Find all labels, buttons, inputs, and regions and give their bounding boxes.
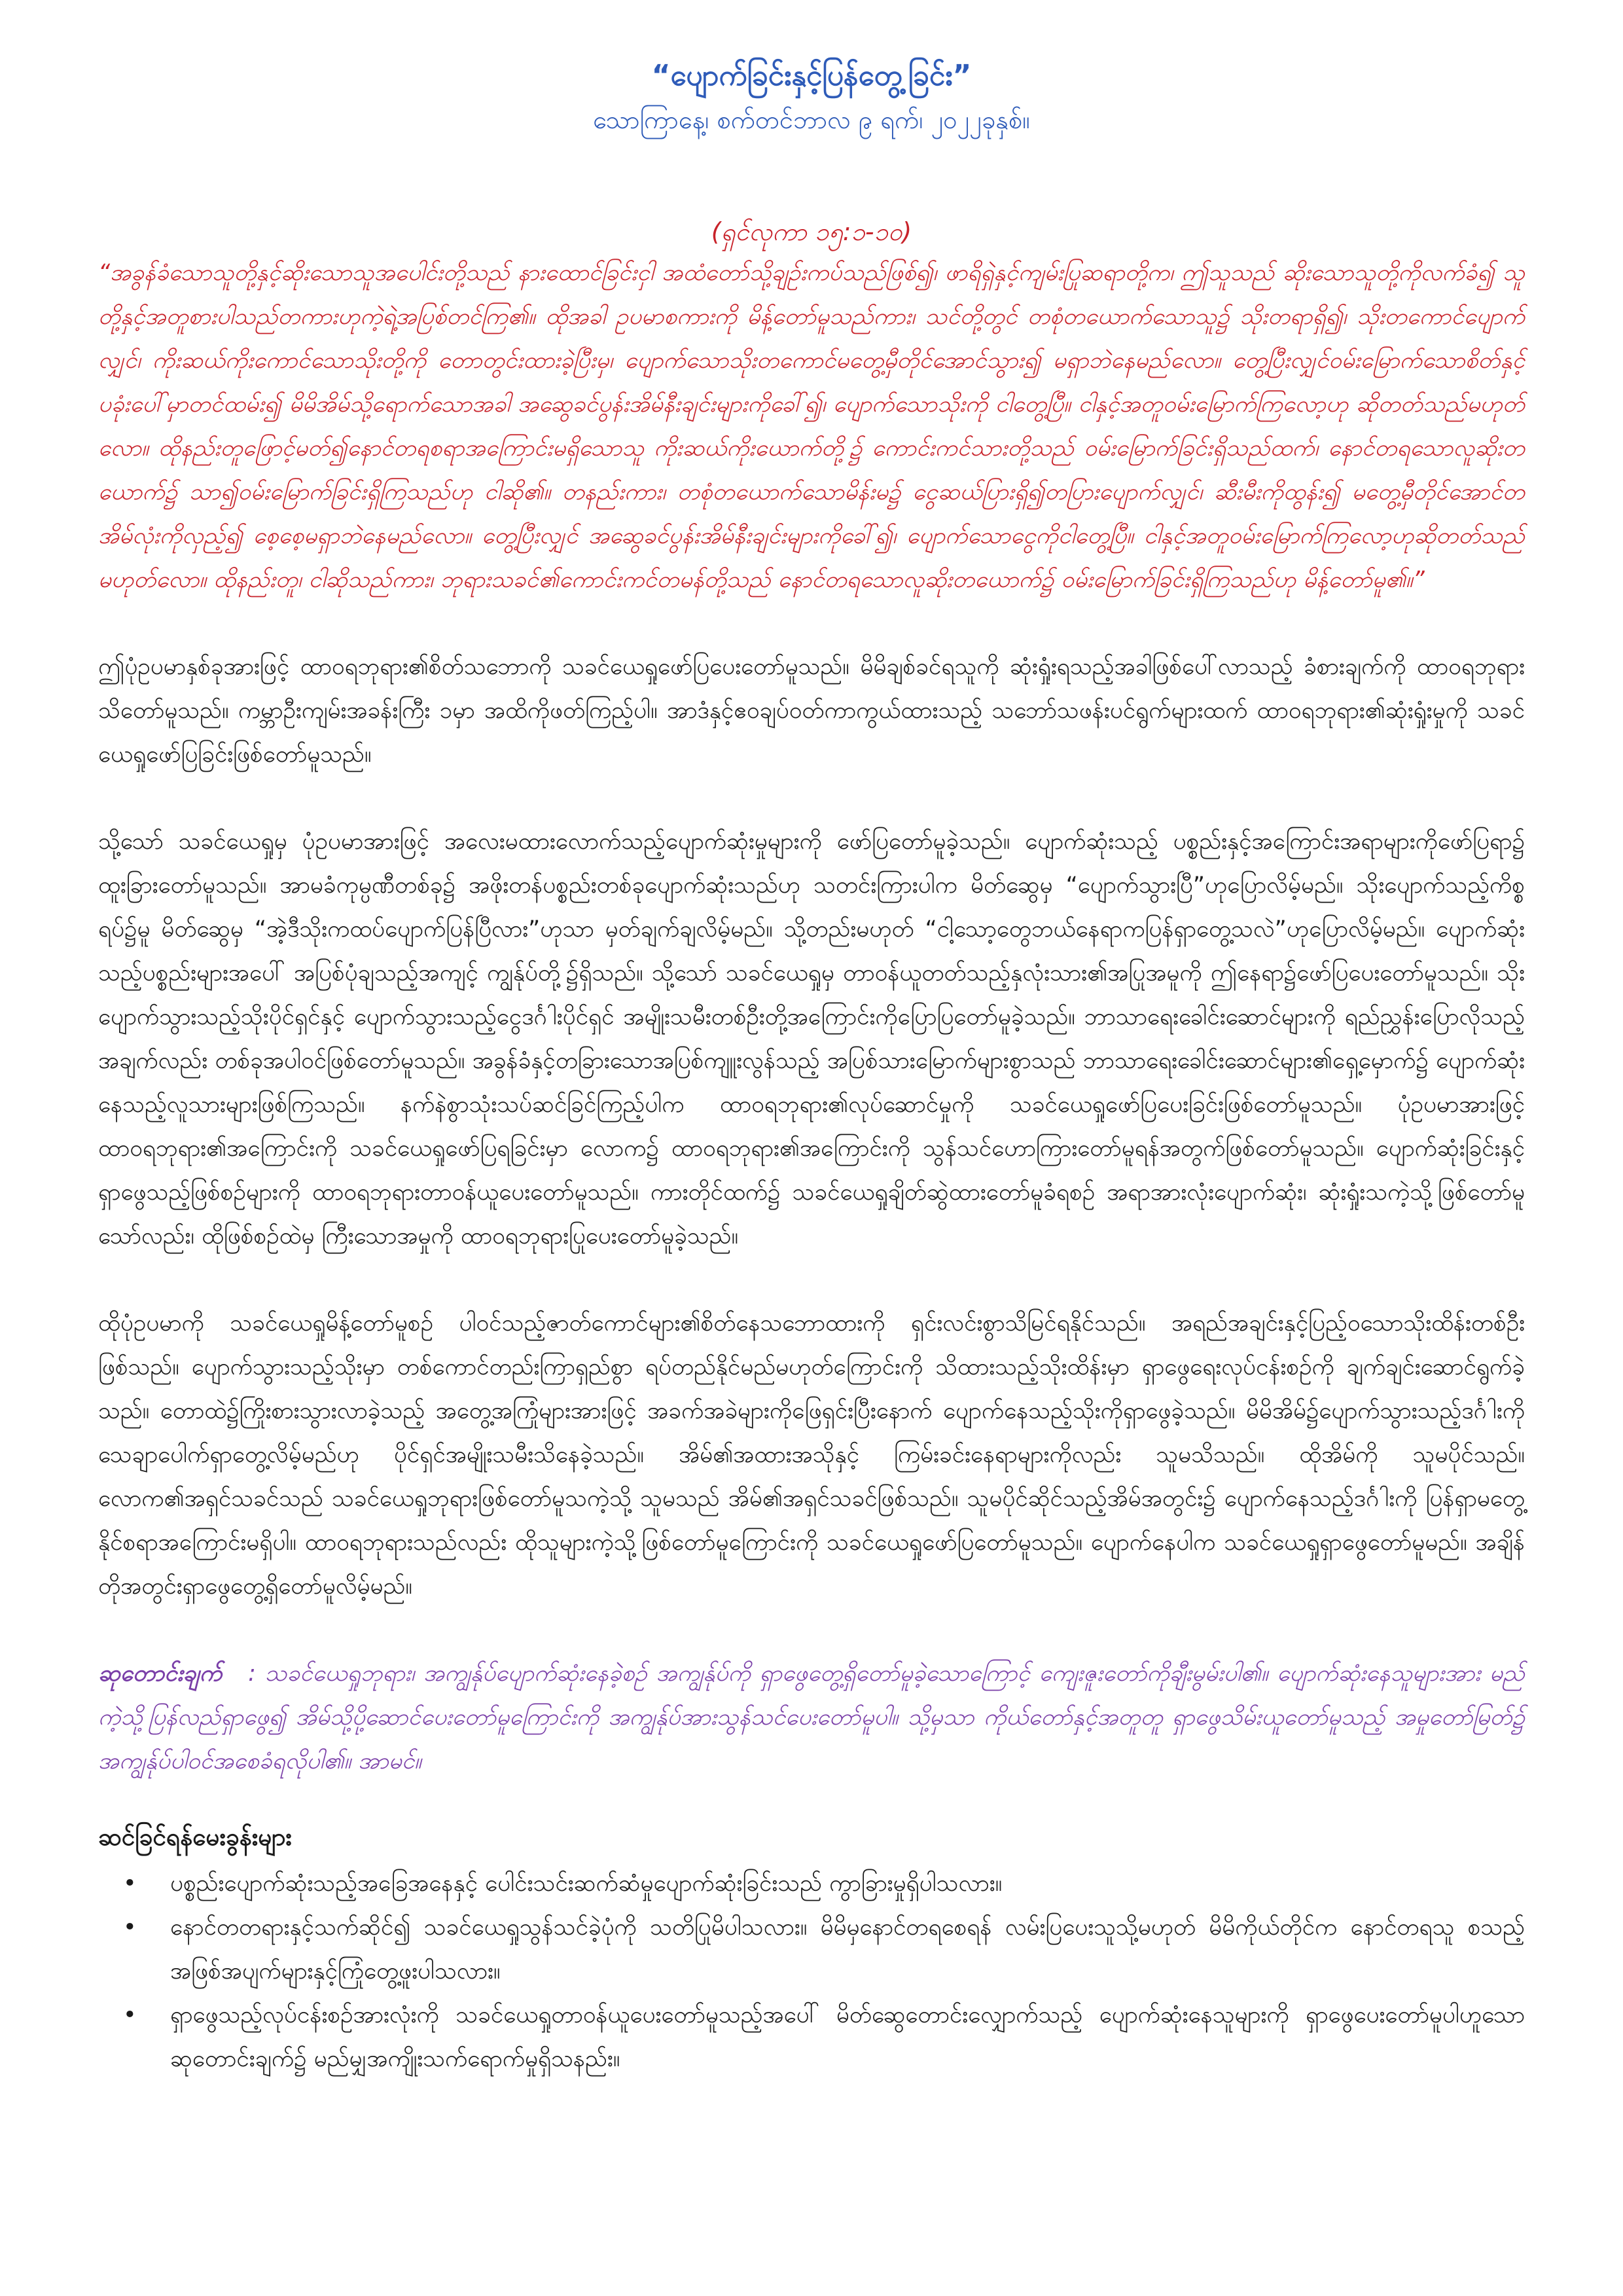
scripture-text: “အခွန်ခံသောသူတို့နှင့်ဆိုးသောသူအပေါင်းတို့သည် နားထောင်ခြင်းငှါ အထံတော်သို့ချဉ်းကပ်သည်ဖြစ်၍၊ ဖာရိရှဲနှင့်ကျမ်းပြုဆရာတို့က၊ ဤသူသည် ဆိုးသောသူတို့ကိုလက်ခံ၍ သူတို့နှင့်အတူစားပါသည်တကားဟုကဲ့ရဲ့အပြစ်တင်ကြ၏။ ထိုအခါ ဥပမာစကားကို မိန့်တော်မူသည်ကား၊ သင်တို့တွင် တစုံတယောက်သောသူ၌ သိုးတရာရှိ၍၊ သိုးတကောင်ပျောက်လျှင်၊ ကိုးဆယ်ကိုးကောင်သောသိုးတို့ကို တောတွင်းထားခဲ့ပြီးမှ၊ ပျောက်သောသိုးတကောင်မတွေ့မှီတိုင်အောင်သွား၍ မရှာဘဲနေမည်လော။ တွေ့ပြီးလျှင်ဝမ်းမြောက်သောစိတ်နှင့်ပခုံးပေါ်မှာတင်ထမ်း၍ မိမိအိမ်သို့ရောက်သောအခါ အဆွေခင်ပွန်းအိမ်နီးချင်းများကိုခေါ်၍၊ ပျောက်သောသိုးကို ငါတွေ့ပြီ။ ငါနှင့်အတူဝမ်းမြောက်ကြလော့ဟု ဆိုတတ်သည်မဟုတ်လော။ ထိုနည်းတူဖြောင့်မတ်၍နောင်တရစရာအကြောင်းမရှိသောသူ ကိုးဆယ်ကိုးယောက်တို့၌ ကောင်းကင်သားတို့သည် ဝမ်းမြောက်ခြင်းရှိသည်ထက်၊ နောင်တရသောလူဆိုးတယောက်၌ သာ၍ဝမ်းမြောက်ခြင်းရှိကြသည်ဟု ငါဆို၏။ တနည်းကား၊ တစုံတယောက်သောမိန်းမ၌ ငွေဆယ်ပြားရှိ၍တပြားပျောက်လျှင်၊ ဆီးမီးကိုထွန်း၍ မတွေ့မှီတိုင်အောင်တအိမ်လုံးကိုလှည့်၍ စေ့စေ့မရှာဘဲနေမည်လော။ တွေ့ပြီးလျှင် အဆွေခင်ပွန်းအိမ်နီးချင်းများကိုခေါ်၍၊ ပျောက်သောငွေကိုငါတွေ့ပြီ။ ငါနှင့်အတူဝမ်းမြောက်ကြလော့ဟုဆိုတတ်သည်မဟုတ်လော။ ထိုနည်းတူ၊ ငါဆိုသည်ကား၊ ဘုရားသခင်၏ကောင်းကင်တမန်တို့သည် နောင်တရသောလူဆိုးတယောက်၌ ဝမ်းမြောက်ခြင်းရှိကြသည်ဟု မိန့်တော်မူ၏။” [98,260,1525,593]
bullet-icon: • [123,1914,137,1941]
page-title: “ပျောက်ခြင်းနှင့်ပြန်တွေ့ခြင်း” [651,59,972,92]
questions-section [98,1816,1525,2081]
scripture-block [98,212,1525,602]
question-item [123,1862,1525,1906]
date-line: သောကြာနေ့၊ စက်တင်ဘာလ ၉ ရက်၊ ၂၀၂၂ခုနှစ်။ [593,105,1030,134]
body-paragraph-1: ဤပုံဥပမာနှစ်ခုအားဖြင့် ထာဝရဘုရား၏စိတ်သဘောကို သခင်ယေရှုဖော်ပြပေးတော်မူသည်။ မိမိချစ်ခင်ရသူကို ဆုံးရှုံးရသည့်အခါဖြစ်ပေါ်လာသည့် ခံစားချက်ကို ထာဝရဘုရားသိတော်မူသည်။ ကမ္ဘာဦးကျမ်းအခန်းကြီး ၁မှာ အထိကိုဖတ်ကြည့်ပါ။ အာဒံနှင့်ဧဝချပ်ဝတ်ကာကွယ်ထားသည့် သဘော်သဖန်းပင်ရွက်များထက် ထာဝရဘုရား၏ဆုံးရှုံးမှုကို သခင်ယေရှုဖော်ပြခြင်းဖြစ်တော်မူသည်။ [98,654,1525,768]
question-text: ရှာဖွေသည့်လုပ်ငန်းစဉ်အားလုံးကို သခင်ယေရှုတာဝန်ယူပေးတော်မူသည့်အပေါ် မိတ်ဆွေတောင်းလျှောက်သည့် ပျောက်ဆုံးနေသူများကို ရှာဖွေပေးတော်မူပါဟူသော ဆုတောင်းချက်၌ မည်မျှအကျိုးသက်ရောက်မှုရှိသနည်း။ [170,2002,1525,2072]
bullet-icon: • [123,2002,137,2028]
prayer-block [98,1652,1525,1784]
header [98,52,1525,140]
question-text: နောင်တတရားနှင့်သက်ဆိုင်၍ သခင်ယေရှုသွန်သင်ခဲ့ပုံကို သတိပြုမိပါသလား။ မိမိမှနောင်တရစေရန် လမ်းပြပေးသူသို့မဟုတ် မိမိကိုယ်တိုင်က နောင်တရသူ စသည့်အဖြစ်အပျက်များနှင့်ကြုံတွေ့ဖူးပါသလား။ [170,1914,1525,1984]
prayer-label: ဆုတောင်းချက် [98,1660,223,1687]
question-text: ပစ္စည်းပျောက်ဆုံးသည့်အခြေအနေနှင့် ပေါင်းသင်းဆက်ဆံမှုပျောက်ဆုံးခြင်းသည် ကွာခြားမှုရှိပါသလား။ [170,1871,1003,1897]
scripture-reference: (ရှင်လုကာ ၁၅:၁-၁၀) [711,217,912,246]
questions-list [98,1862,1525,2081]
prayer-text: : သခင်ယေရှုဘုရား၊ အကျွန်ုပ်ပျောက်ဆုံးနေခဲ့စဉ် အကျွန်ုပ်ကို ရှာဖွေတွေ့ရှိတော်မူခဲ့သောကြောင့် ကျေးဇူးတော်ကိုချီးမွမ်းပါ၏။ ပျောက်ဆုံးနေသူများအား မည်ကဲ့သို့ပြန်လည်ရှာဖွေ၍ အိမ်သို့ပို့ဆောင်ပေးတော်မူကြောင်းကို အကျွန်ုပ်အားသွန်သင်ပေးတော်မူပါ။ သို့မှသာ ကိုယ်တော်နှင့်အတူတူ ရှာဖွေသိမ်းယူတော်မူသည့် အမှုတော်မြတ်၌ အကျွန်ုပ်ပါဝင်အစေခံရလိုပါ၏။ အာမင်။ [98,1660,1525,1774]
body-paragraph-2: သို့သော် သခင်ယေရှုမှ ပုံဥပမာအားဖြင့် အလေးမထားလောက်သည့်ပျောက်ဆုံးမှုများကို ဖော်ပြတော်မူခဲ့သည်။ ပျောက်ဆုံးသည့် ပစ္စည်းနှင့်အကြောင်းအရာများကိုဖော်ပြရာ၌ ထူးခြားတော်မူသည်။ အာမခံကုမ္ပဏီတစ်ခု၌ အဖိုးတန်ပစ္စည်းတစ်ခုပျောက်ဆုံးသည်ဟု သတင်းကြားပါက မိတ်ဆွေမှ “ပျောက်သွားပြီ”ဟုပြောလိမ့်မည်။ သိုးပျောက်သည့်ကိစ္စရပ်၌မူ မိတ်ဆွေမှ “အဲ့ဒီသိုးကထပ်ပျောက်ပြန်ပြီလား”ဟုသာ မှတ်ချက်ချလိမ့်မည်။ သို့တည်းမဟုတ် “ငါ့သော့တွေဘယ်နေရာကပြန်ရှာတွေ့သလဲ”ဟုပြောလိမ့်မည်။ ပျောက်ဆုံးသည့်ပစ္စည်းများအပေါ် အပြစ်ပုံချသည့်အကျင့် ကျွန်ုပ်တို့၌ရှိသည်။ သို့သော် သခင်ယေရှုမှ တာဝန်ယူတတ်သည့်နှလုံးသား၏အပြုအမူကို ဤနေရာ၌ဖော်ပြပေးတော်မူသည်။ သိုးပျောက်သွားသည့်သိုးပိုင်ရှင်နှင့် ပျောက်သွားသည့်ငွေဒင်္ဂါးပိုင်ရှင် အမျိုးသမီးတစ်ဦးတို့အကြောင်းကိုပြောပြတော်မူခဲ့သည်။ ဘာသာရေးခေါင်းဆောင်များကို ရည်ညွှန်းပြောလိုသည့်အချက်လည်း တစ်ခုအပါဝင်ဖြစ်တော်မူသည်။ အခွန်ခံနှင့်တခြားသောအပြစ်ကျူးလွန်သည့် အပြစ်သားမြောက်များစွာသည် ဘာသာရေးခေါင်းဆောင်များ၏ရှေ့မှောက်၌ ပျောက်ဆုံးနေသည့်လူသားများဖြစ်ကြသည်။ နက်နဲစွာသုံးသပ်ဆင်ခြင်ကြည့်ပါက ထာဝရဘုရား၏လုပ်ဆောင်မှုကို သခင်ယေရှုဖော်ပြပေးခြင်းဖြစ်တော်မူသည်။ ပုံဥပမာအားဖြင့် ထာဝရဘုရား၏အကြောင်းကို သခင်ယေရှုဖော်ပြရခြင်းမှာ လောက၌ ထာဝရဘုရား၏အကြောင်းကို သွန်သင်ဟောကြားတော်မူရန်အတွက်ဖြစ်တော်မူသည်။ ပျောက်ဆုံးခြင်းနှင့်ရှာဖွေသည့်ဖြစ်စဉ်များကို ထာဝရဘုရားတာဝန်ယူပေးတော်မူသည်။ ကားတိုင်ထက်၌ သခင်ယေရှုချိတ်ဆွဲထားတော်မူခံရစဉ် အရာအားလုံးပျောက်ဆုံး၊ ဆုံးရှုံးသကဲ့သို့ဖြစ်တော်မူသော်လည်း၊ ထိုဖြစ်စဉ်ထဲမှ ကြီးသောအမှုကို ထာဝရဘုရားပြုပေးတော်မူခဲ့သည်။ [98,829,1525,1249]
question-item [123,1906,1525,1994]
body-paragraph-3: ထိုပုံဥပမာကို သခင်ယေရှုမိန့်တော်မူစဉ် ပါဝင်သည့်ဇာတ်ကောင်များ၏စိတ်နေသဘောထားကို ရှင်းလင်းစွာသိမြင်ရနိုင်သည်။ အရည်အချင်းနှင့်ပြည့်ဝသောသိုးထိန်းတစ်ဦးဖြစ်သည်။ ပျောက်သွားသည့်သိုးမှာ တစ်ကောင်တည်းကြာရှည်စွာ ရပ်တည်နိုင်မည်မဟုတ်ကြောင်းကို သိထားသည့်သိုးထိန်းမှာ ရှာဖွေရေးလုပ်ငန်းစဉ်ကို ချက်ချင်းဆောင်ရွက်ခဲ့သည်။ တောထဲ၌ကြိုးစားသွားလာခဲ့သည့် အတွေ့အကြုံများအားဖြင့် အခက်အခဲများကိုဖြေရှင်းပြီးနောက် ပျောက်နေသည့်သိုးကိုရှာဖွေခဲ့သည်။ မိမိအိမ်၌ပျောက်သွားသည့်ဒင်္ဂါးကို သေချာပေါက်ရှာတွေ့လိမ့်မည်ဟု ပိုင်ရှင်အမျိုးသမီးသိနေခဲ့သည်။ အိမ်၏အထားအသိုနှင့် ကြမ်းခင်းနေရာများကိုလည်း သူမသိသည်။ ထိုအိမ်ကို သူမပိုင်သည်။ လောက၏အရှင်သခင်သည် သခင်ယေရှုဘုရားဖြစ်တော်မူသကဲ့သို့ သူမသည် အိမ်၏အရှင်သခင်ဖြစ်သည်။ သူမပိုင်ဆိုင်သည့်အိမ်အတွင်း၌ ပျောက်နေသည့်ဒင်္ဂါးကို ပြန်ရှာမတွေ့နိုင်စရာအကြောင်းမရှိပါ။ ထာဝရဘုရားသည်လည်း ထိုသူများကဲ့သို့ဖြစ်တော်မူကြောင်းကို သခင်ယေရှုဖော်ပြတော်မူသည်။ ပျောက်နေပါက သခင်ယေရှုရှာဖွေတော်မူမည်။ အချိန်တိုအတွင်းရှာဖွေတွေ့ရှိတော်မူလိမ့်မည်။ [98,1310,1525,1600]
questions-title: ဆင်ခြင်ရန်မေးခွန်းများ [98,1823,292,1851]
bullet-icon: • [123,1871,137,1897]
question-item [123,1994,1525,2081]
